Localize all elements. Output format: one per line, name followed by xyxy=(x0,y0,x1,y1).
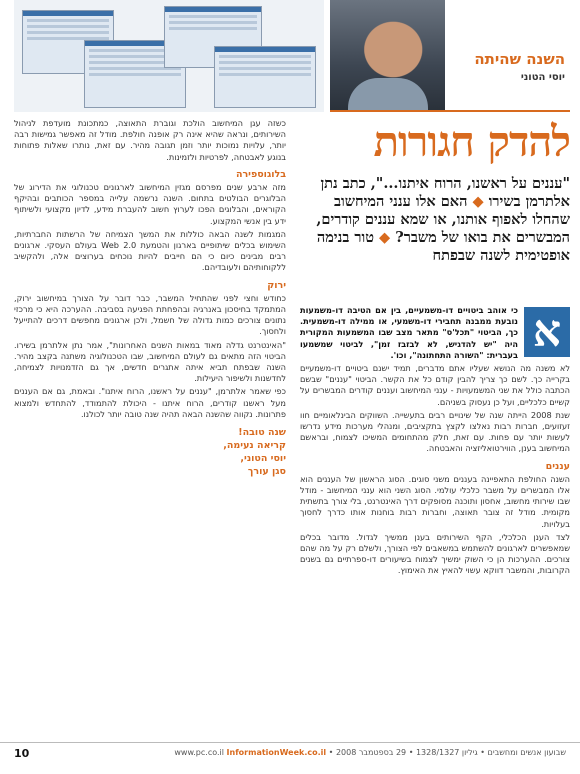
page-title: להדק חגורות xyxy=(373,117,570,166)
body-paragraph: "האינטרנט גדלה מאוד במאות השנים האחרונות", אמר נתן אלתרמן בשירו. הביטוי הזה מתאים גם לעולם המיחשוב, שבו הטכנולוגיה משתנה בקצב מהיר. השנה שבפתח תביא איתה אתגרים חדשים, אך גם הזדמנויות לצמיחה, לחדשנות ולשיפור היעילות. xyxy=(14,339,286,384)
body-paragraph: כחודש וחצי לפני שהתחיל המשבר, כבר דובר על הצורך במיחשוב ירוק, המתמקד בחיסכון באנרגיה ובהפחתת הפגיעה בסביבה. ההערכה היא כי מרכזי נתונים צורכים כמות גדולה של חשמל, ולכן ארגונים מחפשים דרכים להתייעל ולחסוך. xyxy=(14,292,286,337)
footer-info xyxy=(174,748,566,757)
body-paragraph: לא משנה מה הנושא שעליו אתם מדברים, תמיד ישנם ביטויים דו-משמעיים בקרייה כך. לשם כך צריך להבין קודם כל את הקשר. הביטוי "עננים" שבשם הכתבה כולל את שני המשמעויות - ענני המיחשוב ועננים קודרים המבשרים על קשיים כלכליים, ועל כן נעסוק בשניהם. xyxy=(300,363,570,407)
signoff xyxy=(14,426,286,478)
subheading: בלוגוספירה xyxy=(235,168,286,180)
signoff-line: יוסי הטוני, xyxy=(240,453,286,465)
screenshot-thumbnail xyxy=(214,46,316,108)
signoff-line: סגן עורך xyxy=(247,466,286,478)
signoff-line: קריאה נעימה, xyxy=(223,440,286,452)
footer-text: שבועון אנשים ומחשבים • גיליון 1328/1327 • 29 בספטמבר 2008 • www.pc.co.il xyxy=(174,748,566,757)
subheading: עננים xyxy=(545,460,570,472)
deck-part: האם אלו ענני המיחשוב שהחלו לאפוף אותנו, או שמא עננים קודרים, המבשרים את בואו של משבר? xyxy=(316,193,570,246)
body-paragraph: מזה ארבע שנים מפרסם מגזין המיחשוב לארגונים טכנולוגי את הדירוג של הבלוגרים הבולטים בתחום. השנה נרשמה עלייה במספר הכותבים ובהיקף הקוראים, והבלוגים הפכו לערוץ חשוב להעברת מידע, לדיון מקצועי ולשיתוף ידע בין אנשי המקצוע. xyxy=(14,182,286,226)
deck-part: "עננים על ראשנו, הרוח איתנו...", כתב נתן אלתרמן בשירו xyxy=(320,175,570,210)
diamond-icon: ◆ xyxy=(379,229,391,246)
section-label: השנה שהיתה xyxy=(474,50,565,68)
article-column-right xyxy=(300,305,570,579)
page-footer xyxy=(0,742,580,763)
footer-site: InformationWeek.co.il xyxy=(226,748,327,757)
body-paragraph: כשזה עגן המיחשוב הולכת וגוברת התאוצה, כמתכונת מועדפת לניהול השירותים, ונראה שהיא אינה רק אופנה חולפת. מודל זה מאפשר גמישות רבה יותר, עלויות נמוכות יותר וזמן תגובה מהיר. עם זאת, נותרו שאלות פתוחות בנוגע לאבטחה, לפרטיות ולזמינות. xyxy=(14,118,286,162)
body-paragraph: המגמות לשנה הבאה כוללות את המשך הצמיחה של הרשתות החברתיות, השימוש בכלים שיתופיים בארגון והטמעת Web 2.0 בעולם העסקי. ארגונים רבים מבינים כיום כי הם חייבים להיות נוכחים בערוצים אלה, ולהקשיב ללקוחותיהם ולעובדיהם. xyxy=(14,228,286,273)
body-paragraph: לצד הענן הכלכלי, הקף השירותים בענן ממשיך לגדול. מדובר בכלים שמאפשרים לארגונים להשתמש במשאבים לפי הצורך, ולשלם רק על מה שהם צורכים. ההערכות הן כי השוק ימשיך לצמוח בשיעורים דו-ספרתיים גם בשנים הקרובות, והמשבר דווקא עשוי להאיץ את האימוץ. xyxy=(300,531,570,576)
diamond-icon: ◆ xyxy=(472,193,484,210)
deck-part: טור בנימה אופטימית לשנה שבפתח xyxy=(316,229,570,264)
article-deck xyxy=(300,175,570,265)
body-paragraph: שנת 2008 הייתה שנה של שינויים רבים בתעשייה. השווקים הבינלאומיים חוו זעזועים, חברות רבות נאלצו לקצץ בתקציבים, ומנהלי מערכות מידע נדרשו לעשות יותר עם פחות. עם זאת, חלק מהתחומים המשיכו לצמוח, ובראשם המיחשוב בענן, הווירטואליזציה והאבטחה. xyxy=(300,409,570,454)
drop-cap: א xyxy=(524,307,570,357)
subheading: ירוק xyxy=(267,279,286,291)
divider xyxy=(330,110,570,112)
screenshots-collage xyxy=(14,0,324,112)
intro-paragraph: כי אוהב ביטויים דו-משמעיים, בין אם הטיבה דו-משמעות נובעת ממבנה תחבירי דו-משמעי, או ממילה דו-משמעית. כך, הביטוי "תכל'ס" מתאר מצב שבו המשמעות המקורית היה "יש להדגיש, לא לבזבז זמן", לביטוי שמשמעו בעברית: "השורה התחתונה", וכו'. xyxy=(300,305,518,360)
body-paragraph: כפי שאמר אלתרמן, "עננים על ראשנו, הרוח איתנו". ובאמת, גם אם העננים מעל ראשנו קודרים, הרוח איתנו - היכולת להתמודד, להתחדש ולמצוא פתרונות. נקווה שהשנה הבאה תהיה שנה טובה יותר לכולנו. xyxy=(14,386,286,419)
signoff-line: שנה טובה! xyxy=(238,427,286,439)
author-photo xyxy=(330,0,445,110)
author-byline: יוסי הטוני xyxy=(520,72,565,83)
body-paragraph: השנה החולפת התאפיינה בעננים משני סוגים. הסוג הראשון של העננים הוא אלו המבשרים על משבר כלכלי עולמי. הסוג השני הוא ענני המיחשוב - מודל שבו שירותי מחשוב, אחסון ותוכנה מסופקים דרך האינטרנט, בלי צורך בתשתית מקומית. מודל זה צובר תאוצה, וחברות רבות בוחנות אותו כדרך לחסוך בעלויות. xyxy=(300,473,570,529)
article-column-left xyxy=(14,118,286,478)
page-number: 10 xyxy=(14,747,30,760)
